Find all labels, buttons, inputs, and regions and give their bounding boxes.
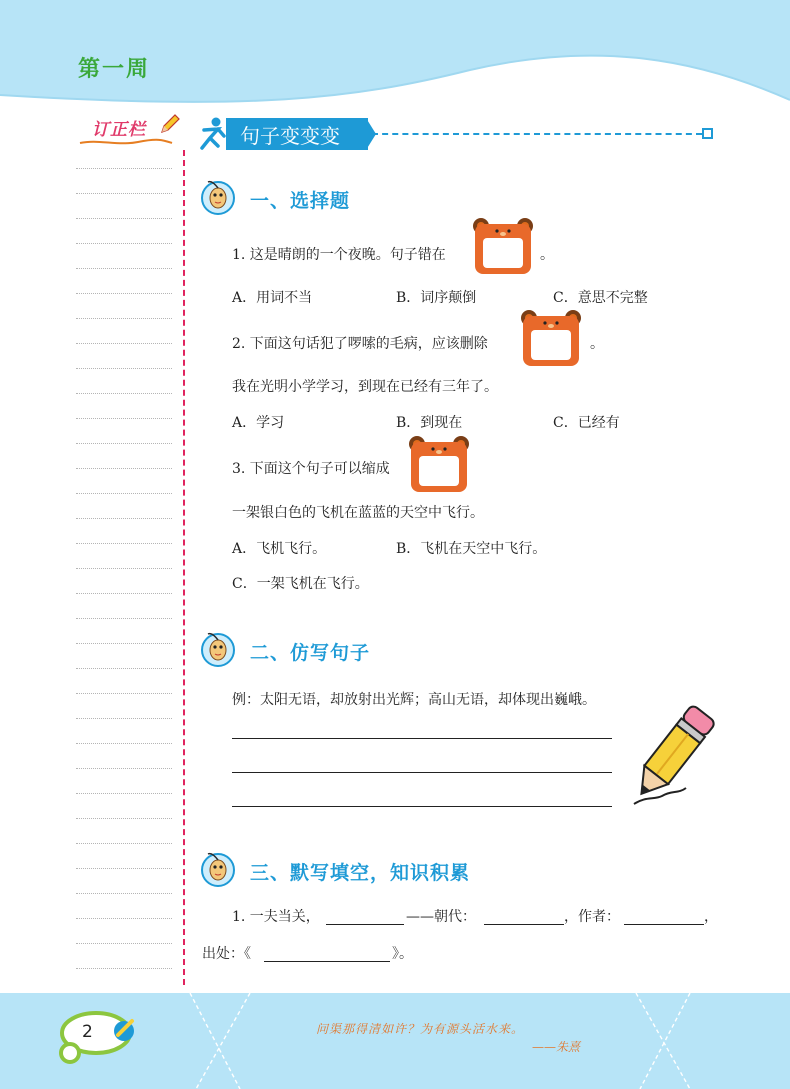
- q1-option-b: B．词序颠倒: [396, 290, 477, 306]
- section2-example: 例：太阳无语，却放射出光辉；高山无语，却体现出巍峨。: [232, 692, 596, 708]
- week-title: 第一周: [78, 57, 151, 82]
- correction-line[interactable]: [76, 768, 172, 769]
- writing-line-1[interactable]: [232, 738, 612, 739]
- section3-title: 三、默写填空，知识积累: [250, 862, 471, 884]
- q3-option-b: B．飞机在天空中飞行。: [396, 541, 547, 557]
- answer-box-q3[interactable]: [406, 434, 472, 496]
- correction-line[interactable]: [76, 418, 172, 419]
- q1-stem: 1. 这是晴朗的一个夜晚。句子错在: [232, 247, 446, 263]
- section1-title: 一、选择题: [250, 190, 351, 212]
- correction-line[interactable]: [76, 618, 172, 619]
- correction-line[interactable]: [76, 643, 172, 644]
- answer-box-q2[interactable]: [518, 308, 584, 370]
- fill-blank-dynasty[interactable]: [484, 924, 564, 925]
- mascot-icon: [198, 176, 240, 216]
- q2-stem: 2. 下面这句话犯了啰嗦的毛病，应该删除: [232, 336, 488, 352]
- correction-line[interactable]: [76, 443, 172, 444]
- fill-blank-author[interactable]: [624, 924, 704, 925]
- correction-line[interactable]: [76, 718, 172, 719]
- q3-option-c: C．一架飞机在飞行。: [232, 576, 369, 592]
- writing-line-2[interactable]: [232, 772, 612, 773]
- s3-line1-d: ，: [704, 909, 718, 925]
- correction-line[interactable]: [76, 943, 172, 944]
- footer-quote: 问渠那得清如许？为有源头活水来。: [316, 1022, 525, 1036]
- q2-option-c: C．已经有: [553, 415, 620, 431]
- correction-line[interactable]: [76, 743, 172, 744]
- banner-dashed-line: [372, 133, 702, 135]
- correction-line[interactable]: [76, 968, 172, 969]
- banner-end-square: [702, 128, 713, 139]
- correction-line[interactable]: [76, 243, 172, 244]
- margin-dashed-line: [183, 150, 185, 985]
- correction-line[interactable]: [76, 318, 172, 319]
- s3-line1-c: ，作者：: [564, 909, 620, 925]
- correction-line[interactable]: [76, 393, 172, 394]
- fill-blank-poem[interactable]: [326, 924, 404, 925]
- correction-line[interactable]: [76, 818, 172, 819]
- writing-line-3[interactable]: [232, 806, 612, 807]
- correction-line[interactable]: [76, 193, 172, 194]
- big-pencil-icon: [626, 700, 716, 812]
- correction-line[interactable]: [76, 468, 172, 469]
- footer-quote-author: ——朱熹: [532, 1040, 581, 1054]
- correction-line[interactable]: [76, 543, 172, 544]
- s3-line2-a: 出处：《: [202, 946, 251, 962]
- correction-line[interactable]: [76, 368, 172, 369]
- pencil-icon: [158, 112, 182, 136]
- q2-sentence: 我在光明小学学习，到现在已经有三年了。: [232, 379, 498, 395]
- correction-line[interactable]: [76, 693, 172, 694]
- correction-line[interactable]: [76, 593, 172, 594]
- s3-line1-b: ——朝代：: [406, 909, 476, 925]
- correction-line[interactable]: [76, 843, 172, 844]
- correction-line[interactable]: [76, 793, 172, 794]
- correction-line[interactable]: [76, 668, 172, 669]
- s3-line2-b: 》。: [392, 946, 413, 962]
- banner-title: 句子变变变: [240, 124, 340, 148]
- fill-blank-source[interactable]: [264, 961, 390, 962]
- page-number: 2: [82, 1022, 93, 1042]
- q1-option-a: A．用词不当: [232, 290, 313, 306]
- footer-decoration: [0, 993, 790, 1089]
- correction-line[interactable]: [76, 568, 172, 569]
- correction-line[interactable]: [76, 268, 172, 269]
- running-person-icon: [196, 116, 228, 152]
- correction-line[interactable]: [76, 893, 172, 894]
- mascot-icon: [198, 628, 240, 668]
- correction-column-title: 订正栏: [92, 120, 146, 140]
- section2-title: 二、仿写句子: [250, 642, 371, 664]
- q2-end: 。: [590, 336, 604, 352]
- correction-line[interactable]: [76, 868, 172, 869]
- correction-line[interactable]: [76, 518, 172, 519]
- correction-line[interactable]: [76, 168, 172, 169]
- q3-sentence: 一架银白色的飞机在蓝蓝的天空中飞行。: [232, 505, 484, 521]
- correction-line[interactable]: [76, 493, 172, 494]
- q3-option-a: A．飞机飞行。: [232, 541, 327, 557]
- correction-line[interactable]: [76, 218, 172, 219]
- q1-option-c: C．意思不完整: [553, 290, 648, 306]
- correction-line[interactable]: [76, 293, 172, 294]
- q2-option-b: B．到现在: [396, 415, 463, 431]
- q1-end: 。: [540, 247, 554, 263]
- correction-line[interactable]: [76, 343, 172, 344]
- q3-stem: 3. 下面这个句子可以缩成: [232, 461, 390, 477]
- correction-line[interactable]: [76, 918, 172, 919]
- q2-option-a: A．学习: [232, 415, 285, 431]
- mascot-icon: [198, 848, 240, 888]
- answer-box-q1[interactable]: [470, 216, 536, 278]
- s3-line1-a: 1. 一夫当关，: [232, 909, 320, 925]
- correction-underline: [78, 137, 174, 147]
